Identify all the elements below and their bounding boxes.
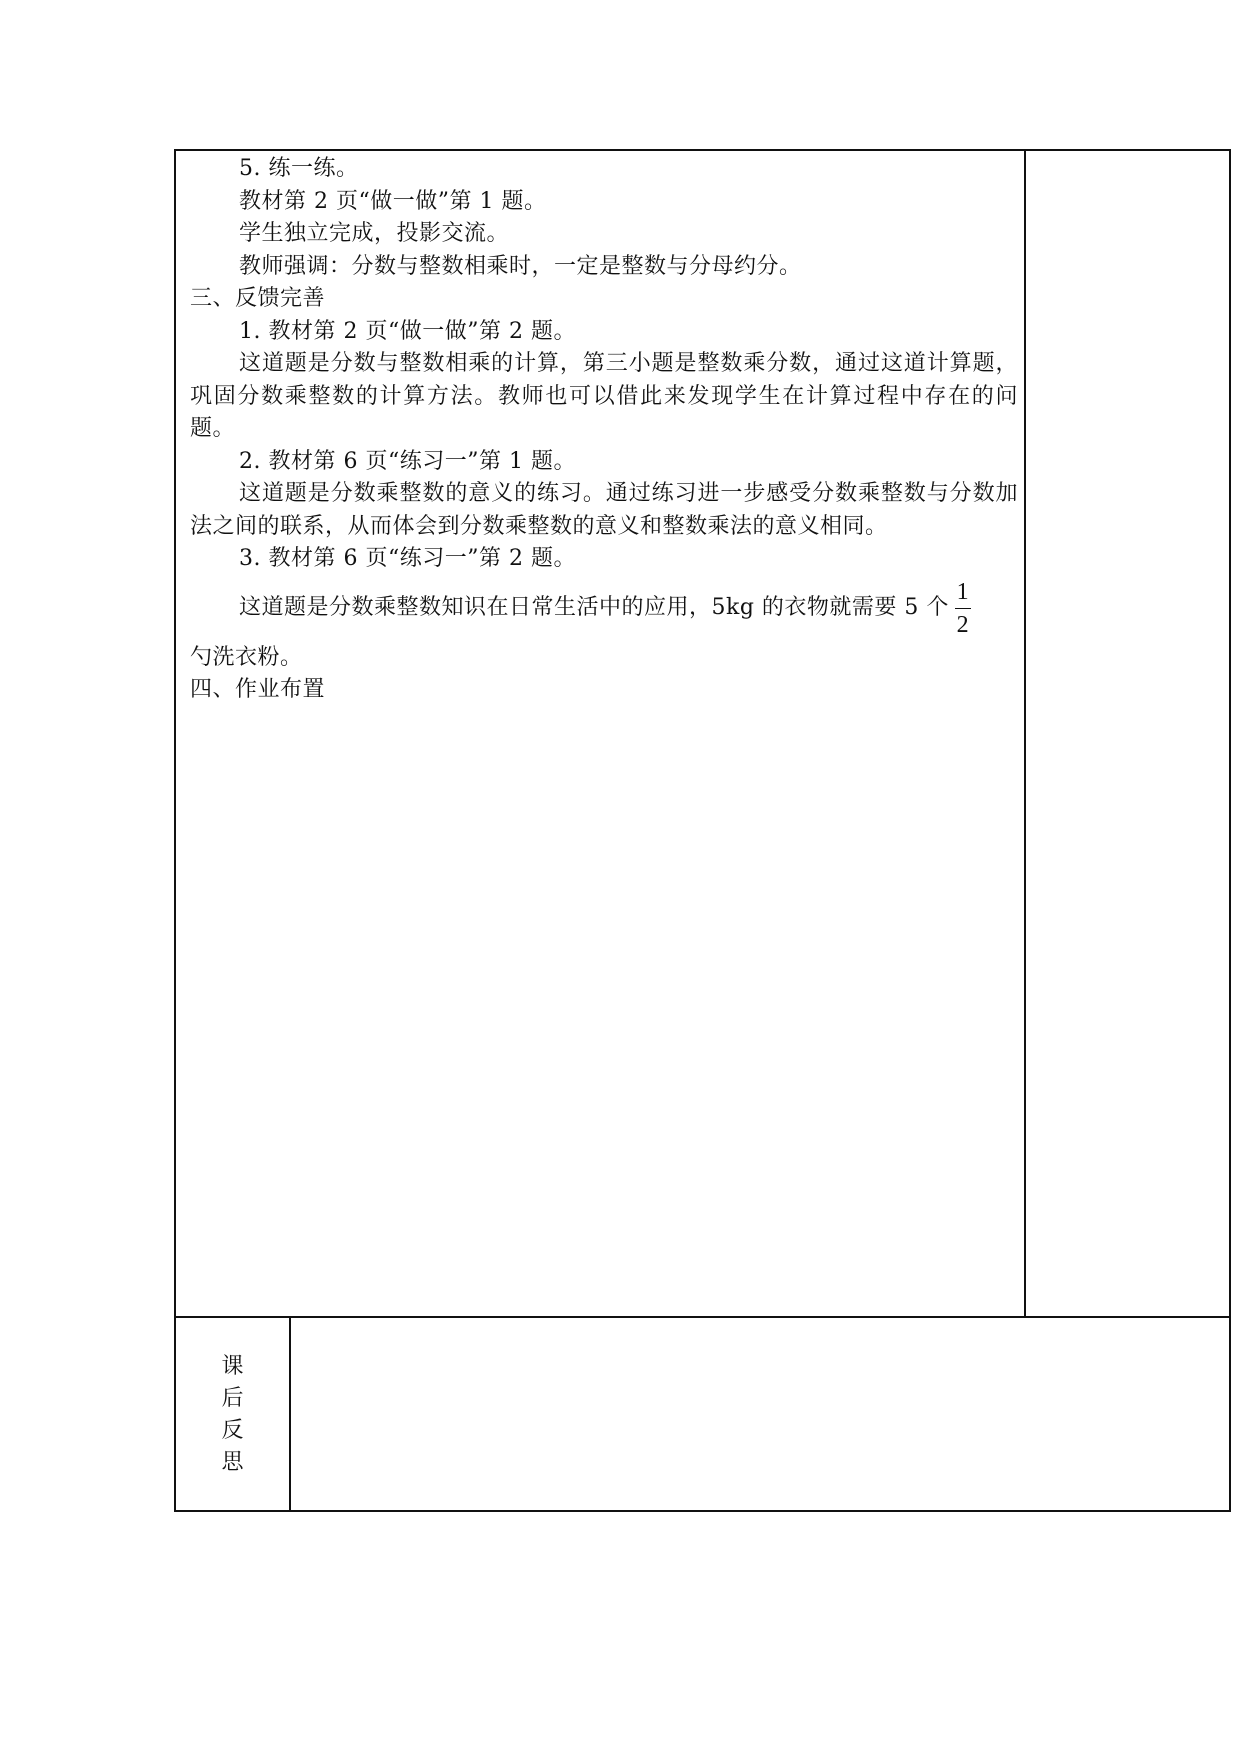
- exercise-item: 1. 教材第 2 页“做一做”第 2 题。: [239, 318, 576, 344]
- lesson-plan-table: [174, 149, 1231, 1512]
- text-line: 教师强调：分数与整数相乘时，一定是整数与分母约分。: [239, 253, 802, 279]
- exercise-item: 2. 教材第 6 页“练习一”第 1 题。: [239, 448, 576, 474]
- reflection-column-divider: [289, 1316, 291, 1512]
- section-heading-feedback: 三、反馈完善: [190, 286, 326, 311]
- paragraph: 这道题是分数与整数相乘的计算，第三小题是整数乘分数，通过这道计算题，巩固分数乘整数的计算方法。教师也可以借此来发现学生在计算过程中存在的问题。: [190, 351, 1018, 441]
- reflection-char: 反: [221, 1418, 244, 1443]
- reflection-char: 思: [221, 1450, 244, 1475]
- exercise-item: 3. 教材第 6 页“练习一”第 2 题。: [239, 546, 576, 571]
- reflection-char: 后: [221, 1386, 244, 1411]
- reflection-char: 课: [221, 1354, 244, 1379]
- row-divider: [176, 1316, 1229, 1318]
- fraction-sentence-text: 这道题是分数乘整数知识在日常生活中的应用，5kg 的衣物就需要 5 个: [239, 595, 949, 621]
- lesson-content: [190, 153, 1018, 707]
- paragraph: 这道题是分数乘整数的意义的练习。通过练习进一步感受分数乘整数与分数加法之间的联系，从而体会到分数乘整数的意义和整数乘法的意义相同。: [190, 481, 1018, 539]
- fraction-denominator: 2: [956, 612, 970, 639]
- section-heading-homework: 四、作业布置: [190, 677, 326, 702]
- fraction: [955, 579, 971, 639]
- fraction-sentence: [190, 576, 1018, 642]
- reflection-label: [176, 1318, 289, 1512]
- practice-heading: 5. 练一练。: [239, 156, 359, 181]
- fraction-bar: [955, 608, 971, 610]
- text-line: 学生独立完成，投影交流。: [239, 221, 510, 246]
- text-line: 教材第 2 页“做一做”第 1 题。: [239, 188, 547, 214]
- fraction-numerator: 1: [956, 578, 970, 605]
- text-line: 勺洗衣粉。: [190, 644, 303, 670]
- column-divider: [1024, 151, 1026, 1316]
